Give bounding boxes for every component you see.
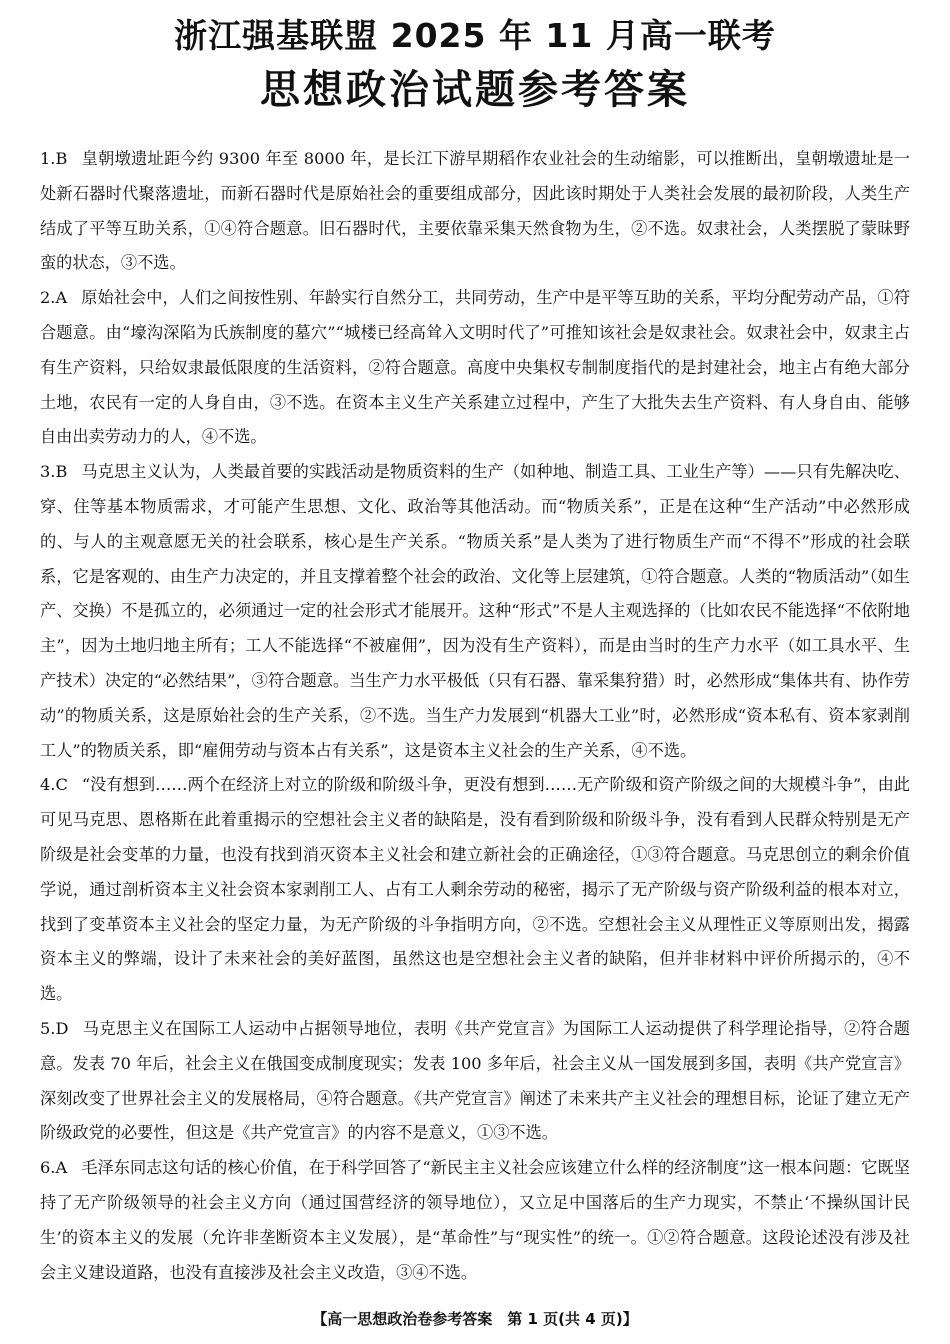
answer-item-5	[40, 1012, 910, 1151]
answer-letter: A	[55, 1158, 68, 1178]
question-number: 1.	[40, 149, 56, 168]
page-footer: 【高一思想政治卷参考答案 第 1 页(共 4 页)】	[312, 1310, 638, 1328]
answer-list	[40, 142, 910, 1290]
answer-letter: B	[55, 462, 68, 482]
answer-item-2	[40, 281, 910, 455]
answer-item-3	[40, 455, 910, 768]
question-number: 3.	[40, 462, 56, 482]
answer-letter: C	[55, 775, 68, 795]
question-number: 2.	[40, 288, 56, 308]
answer-explanation: “没有想到……两个在经济上对立的阶级和阶级斗争，更没有想到……无产阶级和资产阶级之间的大规模斗争”，由此可见马克思、恩格斯在此着重揭示的空想社会主义者的缺陷是，没有看到阶级和阶级斗争，没有看到人民群众特别是无产阶级是社会变革的力量，也没有找到消灭资本主义社会和建立新社会的正确途径，①③符合题意。马克思创立的剩余价值学说，通过剖析资本主义社会资本家剥削工人、占有工人剩余劳动的秘密，揭示了无产阶级与资产阶级利益的根本对立，找到了变革资本主义社会的坚定力量，为无产阶级的斗争指明方向，②不选。空想社会主义从理性正义等原则出发，揭露资本主义的弊端，设计了未来社会的美好蓝图，虽然这也是空想社会主义者的缺陷，但并非材料中评价所揭示的，④不选。	[40, 775, 910, 1004]
question-number: 6.	[40, 1158, 56, 1178]
answer-explanation: 马克思主义在国际工人运动中占据领导地位，表明《共产党宣言》为国际工人运动提供了科学理论指导，②符合题意。发表 70 年后，社会主义在俄国变成制度现实；发表 100 多年后，社会主义从一国发展到多国，表明《共产党宣言》深刻改变了世界社会主义的发展格局，④符合题意。《共产党宣言》阐述了未来共产主义社会的理想目标，论证了建立无产阶级政党的必要性，但这是《共产党宣言》的内容不是意义，①③不选。	[40, 1018, 910, 1143]
exam-title: 浙江强基联盟 2025 年 11 月高一联考	[174, 16, 776, 55]
answer-letter: D	[55, 1018, 69, 1038]
answer-item-1	[40, 142, 910, 281]
answer-explanation: 毛泽东同志这句话的核心价值，在于科学回答了“新民主主义社会应该建立什么样的经济制度”这一根本问题：它既坚持了无产阶级领导的社会主义方向（通过国营经济的领导地位），又立足中国落后的生产力现实，不禁止‘不操纵国计民生’的资本主义的发展（允许非垄断资本主义发展），是“革命性”与“现实性”的统一。①②符合题意。这段论述没有涉及社会主义建设道路，也没有直接涉及社会主义改造，③④不选。	[40, 1158, 910, 1282]
answer-explanation: 原始社会中，人们之间按性别、年龄实行自然分工，共同劳动，生产中是平等互助的关系，平均分配劳动产品，①符合题意。由“壕沟深陷为氏族制度的墓穴”“城楼已经高耸入文明时代了”可推知该社会是奴隶社会。奴隶社会中，奴隶主占有生产资料，只给奴隶最低限度的生活资料，②符合题意。高度中央集权专制制度指代的是封建社会，地主占有绝大部分土地，农民有一定的人身自由，③不选。在资本主义生产关系建立过程中，产生了大批失去生产资料、有人身自由、能够自由出卖劳动力的人，④不选。	[40, 288, 910, 447]
answer-explanation: 马克思主义认为，人类最首要的实践活动是物质资料的生产（如种地、制造工具、工业生产等）——只有先解决吃、穿、住等基本物质需求，才可能产生思想、文化、政治等其他活动。而“物质关系”，正是在这种“生产活动”中必然形成的、与人的主观意愿无关的社会联系，核心是生产关系。“物质关系”是人类为了进行物质生产而“不得不”形成的社会联系，它是客观的、由生产力决定的，并且支撑着整个社会的政治、文化等上层建筑，①符合题意。人类的“物质活动”（如生产、交换）不是孤立的，必须通过一定的社会形式才能展开。这种“形式”不是人主观选择的（比如农民不能选择“不依附地主”，因为土地归地主所有；工人不能选择“不被雇佣”，因为没有生产资料），而是由当时的生产力水平（如工具水平、生产技术）决定的“必然结果”，③符合题意。当生产力水平极低（只有石器、靠采集狩猎）时，必然形成“集体共有、协作劳动”的物质关系，这是原始社会的生产关系，②不选。当生产力发展到“机器大工业”时，必然形成“资本私有、资本家剥削工人”的物质关系，即“雇佣劳动与资本占有关系”，这是资本主义社会的生产关系，④不选。	[40, 462, 910, 760]
document-subtitle: 思想政治试题参考答案	[260, 67, 690, 113]
answer-explanation: 皇朝墩遗址距今约 9300 年至 8000 年，是长江下游早期稻作农业社会的生动缩影，可以推断出，皇朝墩遗址是一处新石器时代聚落遗址，而新石器时代是原始社会的重要组成部分，因此该时期处于人类社会发展的最初阶段，人类生产结成了平等互助关系，①④符合题意。旧石器时代，主要依靠采集天然食物为生，②不选。奴隶社会，人类摆脱了蒙昧野蛮的状态，③不选。	[40, 149, 910, 273]
answer-letter: A	[55, 288, 68, 308]
answer-item-6	[40, 1151, 910, 1290]
question-number: 4.	[40, 775, 56, 795]
answer-item-4	[40, 768, 910, 1012]
answer-letter: B	[55, 149, 68, 168]
question-number: 5.	[40, 1018, 56, 1038]
